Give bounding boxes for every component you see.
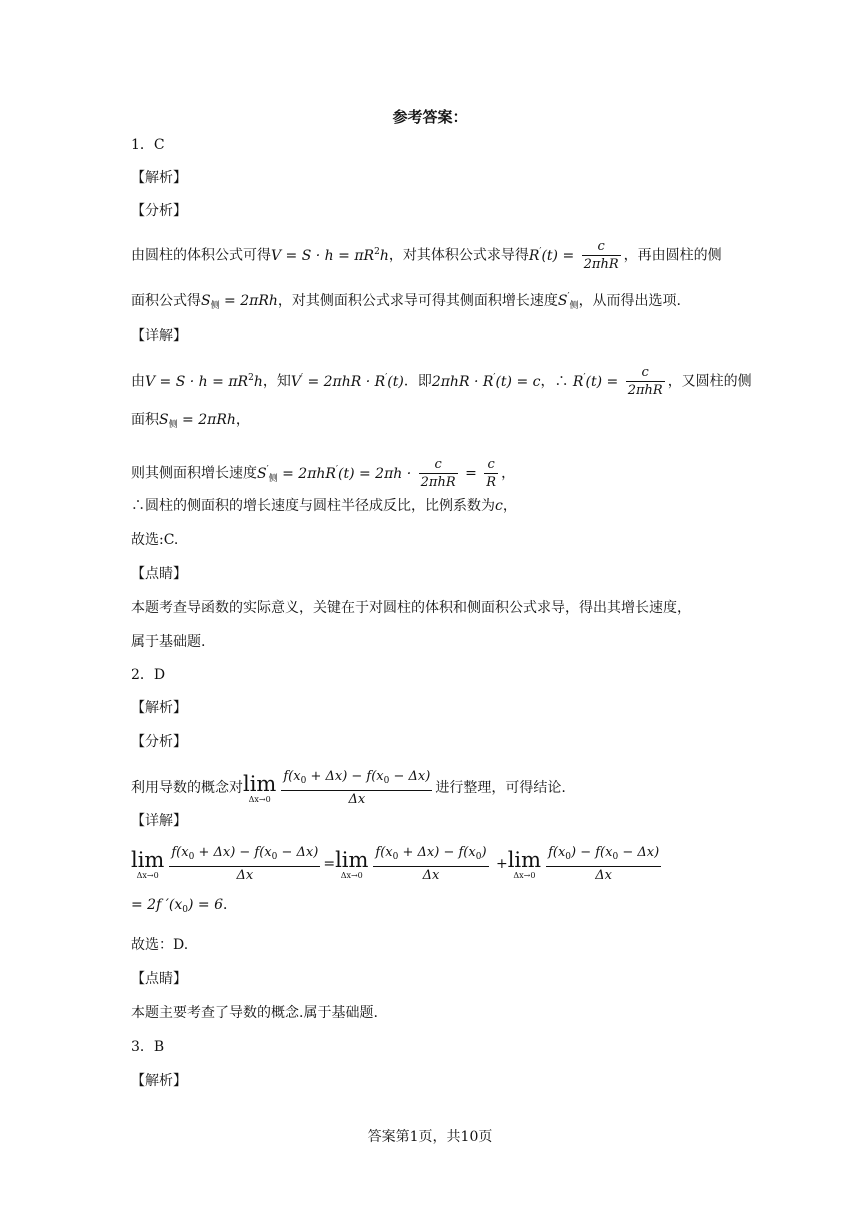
page-footer: 答案第1页，共10页 [367,1129,493,1145]
q2-jiexi-heading: 【解析】 [131,700,187,716]
q1-comment-line2: 属于基础题. [131,634,206,650]
q2-detail-equation: lim Δx→0 $\frac{f(x_0 + \Delta x) - f(x_0 - \Delta x)}{\Delta x}$ = lim Δx→0 $\frac{f(x_0 + \Delta x) - f(x_0)}{\Delta x}$ + lim Δx→0 $\frac{f(x_0) - f(x_0 - \Delta x)}{\Delta x}$ [131,845,660,883]
q1-detail-line1: 由$V = S \cdot h = \pi R^2h$，知V′ = 2πhR · R′(t)．即2πhR · R′(t) = c，∴ R′(t) = $\frac{c}{\text{2πhR}}$ ，又圆柱的侧 [131,365,752,398]
q1-detail-line4: ∴圆柱的侧面积的增长速度与圆柱半径成反比，比例系数为c， [131,498,517,514]
q2-number: 2．D [131,667,166,683]
fraction-c-over-2pihR: $\frac{c}{\text{2πhR}}$ [583,239,619,272]
q3-jiexi-heading: 【解析】 [131,1073,187,1089]
q1-analysis-line1: 由圆柱的体积公式可得$V = S \cdot h = \pi R^2h$，对其体积公式求导得R′(t) = $\frac{c}{\text{2πhR}}$ ，再由圆柱的侧 [131,239,722,272]
q1-number: 1．C [131,137,165,153]
difference-quotient: $\frac{f(x_0 + \Delta x) - f(x_0 - \Delta x)}{\Delta x}$ [283,769,431,807]
q1-jiexi-heading: 【解析】 [131,170,187,186]
q1-analysis-line2: 面积公式得$S_侧 = 2\pi Rh$，对其侧面积公式求导可得其侧面积增长速度$S'_侧$，从而得出选项. [131,292,682,311]
q2-fenxi-heading: 【分析】 [131,734,187,750]
volume-formula: $V = S \cdot h = \pi R^2h$ [271,246,389,264]
q2-xiangjie-heading: 【详解】 [131,813,187,829]
fraction-c-over-R: $\frac{c}{R}$ [486,457,497,490]
fraction-c-over-2pihR: $\frac{c}{\text{2πhR}}$ [627,365,663,398]
q2-comment: 本题主要考查了导数的概念.属于基础题. [131,1005,378,1021]
limit-symbol: lim Δx→0 [507,847,542,880]
q2-dianjing-heading: 【点睛】 [131,971,187,987]
limit-symbol: lim Δx→0 [243,771,277,804]
q1-detail-line3: 则其侧面积增长速度$S'_侧 = 2\pi hR'(t) = 2\pi h$ · $\frac{c}{\text{2πhR}}$ = $\frac{c}{R}$ ， [131,457,516,490]
q1-comment-line1: 本题考查导函数的实际意义，关键在于对圆柱的体积和侧面积公式求导，得出其增长速度， [131,600,691,616]
q1-answer: 故选:C. [131,532,179,548]
limit-symbol: lim Δx→0 [131,847,165,880]
q2-result: = 2f $'(x_0) = 6$． [131,897,237,915]
difference-quotient: $\frac{f(x_0 + \Delta x) - f(x_0 - \Delta x)}{\Delta x}$ [171,845,319,883]
q1-fenxi-heading: 【分析】 [131,203,187,219]
fraction-c-over-2pihR: $\frac{c}{\text{2πhR}}$ [420,457,456,490]
q3-number: 3．B [131,1039,165,1055]
difference-quotient: $\frac{f(x_0) - f(x_0 - \Delta x)}{\Delta x}$ [548,845,660,883]
q2-answer: 故选：D. [131,937,189,953]
q1-detail-line2: 面积$S_侧 = 2\pi Rh$， [131,412,250,430]
difference-quotient: $\frac{f(x_0 + \Delta x) - f(x_0)}{\Delta x}$ [375,845,487,883]
q1-xiangjie-heading: 【详解】 [131,328,187,344]
q2-analysis-line: 利用导数的概念对 lim Δx→0 $\frac{f(x_0 + \Delta x) - f(x_0 - \Delta x)}{\Delta x}$ 进行整理，可得结论. [131,769,566,807]
limit-symbol: lim Δx→0 [335,847,369,880]
page-title: 参考答案： [392,108,468,126]
q1-dianjing-heading: 【点睛】 [131,566,187,582]
